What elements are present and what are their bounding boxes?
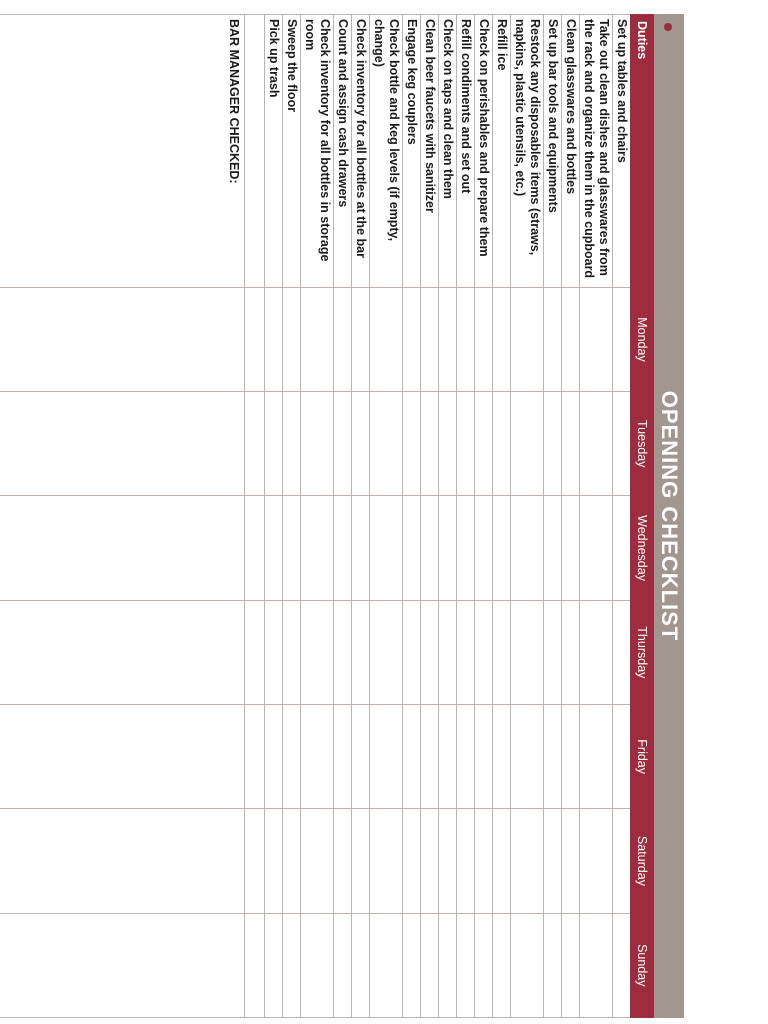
check-cell-friday[interactable]	[544, 705, 562, 809]
check-cell-friday[interactable]	[580, 705, 613, 809]
duty-row	[580, 15, 613, 1018]
check-cell-wednesday[interactable]	[352, 496, 370, 600]
manager-signoff-cell-friday[interactable]	[0, 705, 245, 809]
check-cell-sunday[interactable]	[439, 913, 457, 1017]
check-cell-friday[interactable]	[493, 705, 511, 809]
check-cell-thursday[interactable]	[370, 600, 403, 704]
check-cell-tuesday[interactable]	[511, 392, 544, 496]
duty-label: Refill condiments and set out	[457, 15, 475, 288]
duty-row	[562, 15, 580, 1018]
duty-row	[511, 15, 544, 1018]
check-cell-saturday[interactable]	[439, 809, 457, 913]
duty-row	[334, 15, 352, 1018]
check-cell-thursday[interactable]	[265, 600, 283, 704]
check-cell-saturday[interactable]	[562, 809, 580, 913]
duty-row	[613, 15, 631, 1018]
check-cell-saturday[interactable]	[544, 809, 562, 913]
check-cell-monday[interactable]	[283, 287, 301, 391]
check-cell-friday[interactable]	[562, 705, 580, 809]
column-header-tuesday: Tuesday	[631, 392, 654, 496]
check-cell-wednesday[interactable]	[580, 496, 613, 600]
check-cell-monday[interactable]	[421, 287, 439, 391]
check-cell-sunday[interactable]	[475, 913, 493, 1017]
check-cell-friday[interactable]	[457, 705, 475, 809]
check-cell-sunday[interactable]	[301, 913, 334, 1017]
opening-checklist-sheet	[108, 14, 684, 1018]
check-cell-monday[interactable]	[613, 287, 631, 391]
check-cell-friday[interactable]	[475, 705, 493, 809]
check-cell-thursday[interactable]	[613, 600, 631, 704]
check-cell-sunday[interactable]	[370, 913, 403, 1017]
manager-signoff-cell-sunday[interactable]	[0, 913, 245, 1017]
check-cell-thursday[interactable]	[580, 600, 613, 704]
check-cell-monday[interactable]	[511, 287, 544, 391]
empty-check-cell[interactable]	[245, 496, 265, 600]
check-cell-saturday[interactable]	[457, 809, 475, 913]
column-header-wednesday: Wednesday	[631, 496, 654, 600]
check-cell-wednesday[interactable]	[403, 496, 421, 600]
duty-label: Check bottle and keg levels (if empty, change)	[370, 15, 403, 288]
duty-row	[421, 15, 439, 1018]
check-cell-saturday[interactable]	[370, 809, 403, 913]
column-header-duties: Duties	[631, 15, 654, 288]
check-cell-monday[interactable]	[370, 287, 403, 391]
duty-row	[475, 15, 493, 1018]
check-cell-sunday[interactable]	[421, 913, 439, 1017]
duty-label: Set up tables and chairs	[613, 15, 631, 288]
check-cell-thursday[interactable]	[493, 600, 511, 704]
check-cell-monday[interactable]	[334, 287, 352, 391]
duty-label: Engage keg couplers	[403, 15, 421, 288]
column-header-friday: Friday	[631, 705, 654, 809]
checklist-table	[0, 14, 654, 1018]
check-cell-monday[interactable]	[439, 287, 457, 391]
check-cell-thursday[interactable]	[475, 600, 493, 704]
check-cell-friday[interactable]	[403, 705, 421, 809]
duty-row	[352, 15, 370, 1018]
check-cell-thursday[interactable]	[457, 600, 475, 704]
check-cell-tuesday[interactable]	[352, 392, 370, 496]
check-cell-monday[interactable]	[265, 287, 283, 391]
check-cell-sunday[interactable]	[403, 913, 421, 1017]
check-cell-wednesday[interactable]	[475, 496, 493, 600]
check-cell-tuesday[interactable]	[562, 392, 580, 496]
check-cell-tuesday[interactable]	[283, 392, 301, 496]
check-cell-friday[interactable]	[511, 705, 544, 809]
check-cell-saturday[interactable]	[301, 809, 334, 913]
manager-checked-label: BAR MANAGER CHECKED:	[0, 15, 245, 288]
check-cell-monday[interactable]	[493, 287, 511, 391]
check-cell-wednesday[interactable]	[283, 496, 301, 600]
check-cell-wednesday[interactable]	[613, 496, 631, 600]
duty-row	[403, 15, 421, 1018]
duty-label: Restock any disposables items (straws, napkins, plastic utensils, etc.)	[511, 15, 544, 288]
empty-check-cell[interactable]	[245, 705, 265, 809]
check-cell-friday[interactable]	[265, 705, 283, 809]
check-cell-saturday[interactable]	[580, 809, 613, 913]
check-cell-wednesday[interactable]	[562, 496, 580, 600]
check-cell-thursday[interactable]	[352, 600, 370, 704]
empty-check-cell[interactable]	[245, 287, 265, 391]
check-cell-thursday[interactable]	[283, 600, 301, 704]
check-cell-sunday[interactable]	[562, 913, 580, 1017]
check-cell-sunday[interactable]	[334, 913, 352, 1017]
check-cell-saturday[interactable]	[511, 809, 544, 913]
check-cell-wednesday[interactable]	[334, 496, 352, 600]
check-cell-thursday[interactable]	[403, 600, 421, 704]
check-cell-monday[interactable]	[457, 287, 475, 391]
check-cell-tuesday[interactable]	[613, 392, 631, 496]
check-cell-tuesday[interactable]	[544, 392, 562, 496]
check-cell-tuesday[interactable]	[475, 392, 493, 496]
duty-label: Refill ice	[493, 15, 511, 288]
check-cell-wednesday[interactable]	[493, 496, 511, 600]
duty-row	[265, 15, 283, 1018]
duty-row	[544, 15, 562, 1018]
duty-label: Set up bar tools and equipments	[544, 15, 562, 288]
check-cell-monday[interactable]	[301, 287, 334, 391]
check-cell-wednesday[interactable]	[544, 496, 562, 600]
check-cell-saturday[interactable]	[421, 809, 439, 913]
duty-label: Clean glasswares and bottles	[562, 15, 580, 288]
manager-signoff-cell-saturday[interactable]	[0, 809, 245, 913]
check-cell-wednesday[interactable]	[370, 496, 403, 600]
check-cell-monday[interactable]	[352, 287, 370, 391]
empty-check-cell[interactable]	[245, 809, 265, 913]
page-title: OPENING CHECKLIST	[657, 390, 682, 642]
duty-row	[283, 15, 301, 1018]
check-cell-tuesday[interactable]	[265, 392, 283, 496]
check-cell-sunday[interactable]	[352, 913, 370, 1017]
check-cell-sunday[interactable]	[493, 913, 511, 1017]
duty-row	[457, 15, 475, 1018]
check-cell-thursday[interactable]	[544, 600, 562, 704]
check-cell-friday[interactable]	[301, 705, 334, 809]
duty-label: Clean beer faucets with sanitizer	[421, 15, 439, 288]
check-cell-sunday[interactable]	[457, 913, 475, 1017]
check-cell-friday[interactable]	[334, 705, 352, 809]
check-cell-monday[interactable]	[475, 287, 493, 391]
check-cell-saturday[interactable]	[265, 809, 283, 913]
check-cell-wednesday[interactable]	[421, 496, 439, 600]
duty-row	[493, 15, 511, 1018]
check-cell-thursday[interactable]	[562, 600, 580, 704]
check-cell-tuesday[interactable]	[457, 392, 475, 496]
check-cell-tuesday[interactable]	[580, 392, 613, 496]
duty-label: Check inventory for all bottles at the bar	[352, 15, 370, 288]
column-header-monday: Monday	[631, 287, 654, 391]
manager-signoff-cell-monday[interactable]	[0, 287, 245, 391]
duty-label: Count and assign cash drawers	[334, 15, 352, 288]
check-cell-friday[interactable]	[439, 705, 457, 809]
empty-duty-cell	[245, 15, 265, 288]
check-cell-saturday[interactable]	[352, 809, 370, 913]
check-cell-thursday[interactable]	[301, 600, 334, 704]
check-cell-sunday[interactable]	[265, 913, 283, 1017]
check-cell-sunday[interactable]	[544, 913, 562, 1017]
check-cell-monday[interactable]	[544, 287, 562, 391]
check-cell-thursday[interactable]	[421, 600, 439, 704]
empty-check-cell[interactable]	[245, 600, 265, 704]
check-cell-wednesday[interactable]	[265, 496, 283, 600]
empty-row	[245, 15, 265, 1018]
column-header-sunday: Sunday	[631, 913, 654, 1017]
duty-label: Sweep the floor	[283, 15, 301, 288]
check-cell-wednesday[interactable]	[301, 496, 334, 600]
check-cell-tuesday[interactable]	[493, 392, 511, 496]
duty-label: Pick up trash	[265, 15, 283, 288]
check-cell-friday[interactable]	[283, 705, 301, 809]
manager-signoff-cell-wednesday[interactable]	[0, 496, 245, 600]
check-cell-friday[interactable]	[613, 705, 631, 809]
duty-label: Check inventory for all bottles in storage room	[301, 15, 334, 288]
check-cell-wednesday[interactable]	[457, 496, 475, 600]
check-cell-friday[interactable]	[370, 705, 403, 809]
check-cell-monday[interactable]	[562, 287, 580, 391]
check-cell-thursday[interactable]	[334, 600, 352, 704]
check-cell-monday[interactable]	[580, 287, 613, 391]
duty-label: Take out clean dishes and glasswares from the rack and organize them in the cupboard	[580, 15, 613, 288]
check-cell-saturday[interactable]	[283, 809, 301, 913]
empty-check-cell[interactable]	[245, 392, 265, 496]
check-cell-saturday[interactable]	[403, 809, 421, 913]
check-cell-tuesday[interactable]	[370, 392, 403, 496]
check-cell-sunday[interactable]	[580, 913, 613, 1017]
check-cell-saturday[interactable]	[475, 809, 493, 913]
check-cell-tuesday[interactable]	[403, 392, 421, 496]
duty-label: Check on taps and clean them	[439, 15, 457, 288]
manager-check-row	[0, 15, 245, 1018]
duty-row	[370, 15, 403, 1018]
column-header-thursday: Thursday	[631, 600, 654, 704]
check-cell-tuesday[interactable]	[439, 392, 457, 496]
check-cell-saturday[interactable]	[493, 809, 511, 913]
check-cell-tuesday[interactable]	[334, 392, 352, 496]
column-header-saturday: Saturday	[631, 809, 654, 913]
header-row	[631, 15, 654, 1018]
check-cell-thursday[interactable]	[511, 600, 544, 704]
check-cell-friday[interactable]	[352, 705, 370, 809]
check-cell-tuesday[interactable]	[421, 392, 439, 496]
check-cell-wednesday[interactable]	[439, 496, 457, 600]
empty-check-cell[interactable]	[245, 913, 265, 1017]
manager-signoff-cell-tuesday[interactable]	[0, 392, 245, 496]
check-cell-sunday[interactable]	[613, 913, 631, 1017]
manager-signoff-cell-thursday[interactable]	[0, 600, 245, 704]
duty-row	[301, 15, 334, 1018]
check-cell-thursday[interactable]	[439, 600, 457, 704]
check-cell-wednesday[interactable]	[511, 496, 544, 600]
check-cell-saturday[interactable]	[613, 809, 631, 913]
duty-label: Check on perishables and prepare them	[475, 15, 493, 288]
check-cell-monday[interactable]	[403, 287, 421, 391]
duty-row	[439, 15, 457, 1018]
check-cell-sunday[interactable]	[511, 913, 544, 1017]
check-cell-tuesday[interactable]	[301, 392, 334, 496]
check-cell-sunday[interactable]	[283, 913, 301, 1017]
check-cell-saturday[interactable]	[334, 809, 352, 913]
check-cell-friday[interactable]	[421, 705, 439, 809]
title-band	[654, 14, 684, 1018]
